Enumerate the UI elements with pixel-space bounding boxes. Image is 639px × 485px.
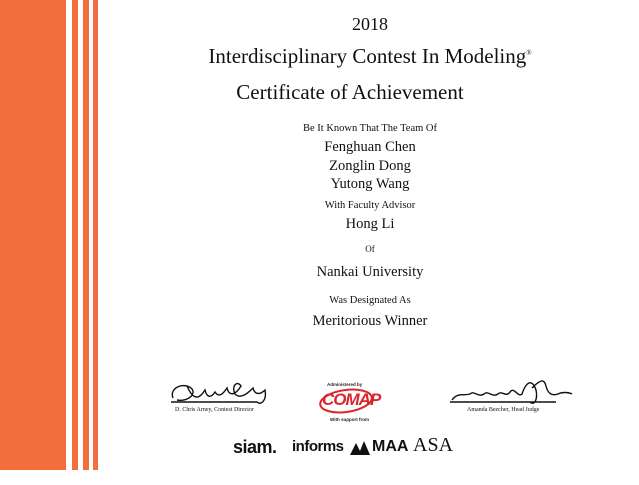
director-caption: D. Chris Arney, Contest Director	[175, 407, 254, 413]
maa-logo: MAA	[372, 438, 409, 455]
stripe-thin-3	[93, 0, 98, 470]
registered-mark: ®	[526, 49, 532, 57]
year: 2018	[352, 14, 388, 34]
page-bottom-edge	[0, 470, 639, 485]
team-member-1: Fenghuan Chen	[324, 139, 416, 155]
decorative-stripes	[0, 0, 100, 470]
stripe-wide	[0, 0, 66, 470]
team-member-2: Zonglin Dong	[329, 158, 411, 174]
comap-logo-text: COMAP	[322, 390, 381, 409]
certificate-title: Certificate of Achievement	[236, 80, 464, 104]
contest-title	[120, 44, 620, 69]
institution-name: Nankai University	[316, 264, 424, 280]
siam-logo: siam.	[233, 437, 277, 457]
maa-emblem-icon	[349, 438, 371, 456]
intro-text: Be It Known That The Team Of	[303, 123, 437, 134]
team-member-3: Yutong Wang	[330, 176, 410, 192]
advisor-intro: With Faculty Advisor	[324, 200, 416, 211]
support-label: With support from	[330, 417, 369, 422]
designation: Meritorious Winner	[312, 313, 428, 329]
administered-by-label: Administered by	[327, 382, 363, 387]
director-signature	[165, 378, 280, 408]
stripe-thin-1	[72, 0, 78, 470]
contest-name: Interdisciplinary Contest In Modeling	[208, 44, 527, 68]
designation-intro: Was Designated As	[329, 295, 411, 306]
judge-caption: Amanda Beecher, Head Judge	[467, 407, 540, 413]
of-label: Of	[365, 244, 375, 254]
stripe-thin-2	[83, 0, 89, 470]
asa-logo: ASA	[413, 434, 454, 456]
judge-signature	[448, 376, 573, 408]
informs-logo: informs	[292, 438, 344, 455]
advisor-name: Hong Li	[345, 216, 395, 232]
